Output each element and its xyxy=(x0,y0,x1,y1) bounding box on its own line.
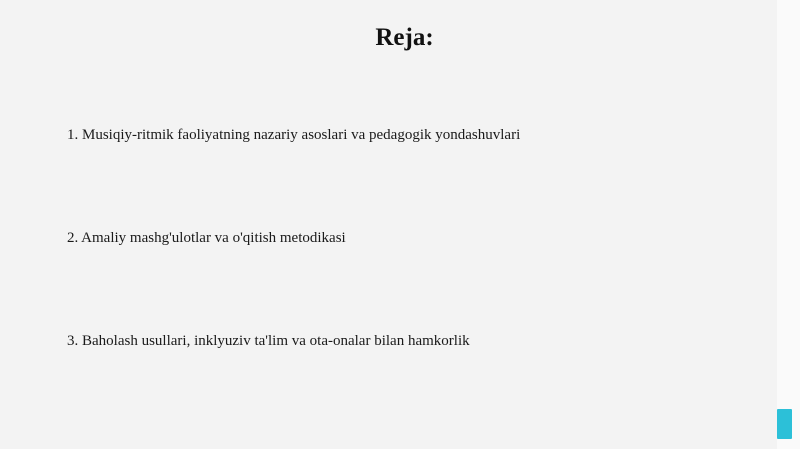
plan-item-2: 2. Amaliy mashg'ulotlar va o'qitish metodikasi xyxy=(67,230,346,246)
scrollbar-track[interactable] xyxy=(777,0,800,449)
slide-title: Reja: xyxy=(375,24,434,51)
plan-item-3: 3. Baholash usullari, inklyuziv ta'lim va ota-onalar bilan hamkorlik xyxy=(67,333,470,349)
plan-item-1: 1. Musiqiy-ritmik faoliyatning nazariy asoslari va pedagogik yondashuvlari xyxy=(67,127,521,143)
scrollbar-thumb[interactable] xyxy=(777,409,792,439)
